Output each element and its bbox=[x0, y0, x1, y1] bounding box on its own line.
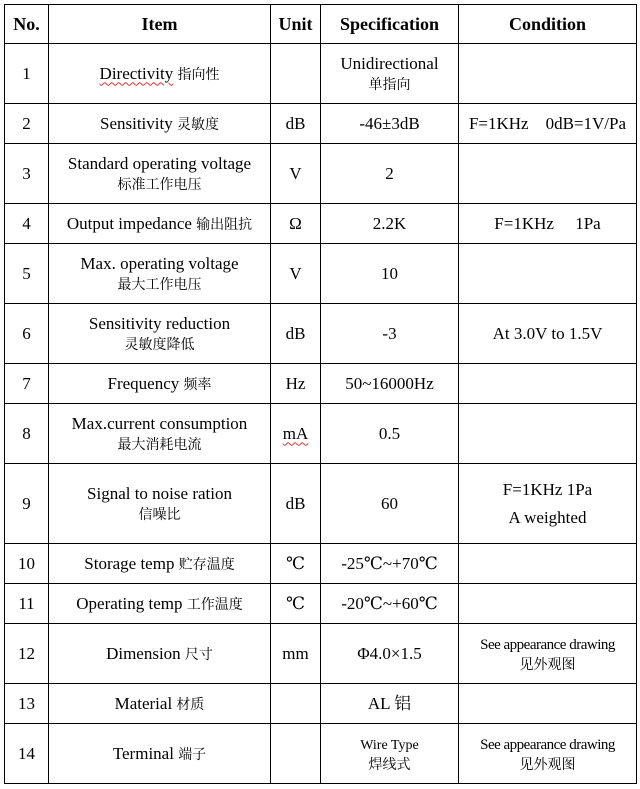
item-chinese: 频率 bbox=[183, 376, 212, 393]
header-row bbox=[5, 5, 637, 44]
item-chinese: 尺寸 bbox=[184, 646, 213, 663]
header-specification: Specification bbox=[321, 5, 459, 44]
spec-cell: -46±3dB bbox=[321, 104, 459, 144]
condition-cell: At 3.0V to 1.5V bbox=[459, 304, 637, 364]
condition-line-2: A weighted bbox=[508, 507, 587, 527]
table-row bbox=[5, 44, 637, 104]
item-english: Operating temp bbox=[76, 593, 183, 613]
condition-line-2: 见外观图 bbox=[519, 757, 576, 774]
item-chinese: 输出阻抗 bbox=[196, 216, 253, 233]
spec-chinese: 焊线式 bbox=[368, 757, 411, 773]
spec-cell: 2.2K bbox=[321, 204, 459, 244]
spec-english: Unidirectional bbox=[340, 54, 439, 74]
spec-chinese: 单指向 bbox=[368, 76, 411, 93]
item-chinese: 标准工作电压 bbox=[117, 176, 202, 193]
table-row bbox=[5, 584, 637, 624]
row-number: 12 bbox=[5, 624, 49, 684]
item-cell bbox=[49, 544, 271, 584]
table-row bbox=[5, 104, 637, 144]
item-english: Output impedance bbox=[66, 213, 192, 233]
row-number: 3 bbox=[5, 144, 49, 204]
unit-cell: Hz bbox=[271, 364, 321, 404]
unit-cell: Ω bbox=[271, 204, 321, 244]
unit-cell: dB bbox=[271, 304, 321, 364]
spec-cell: -20℃~+60℃ bbox=[321, 584, 459, 624]
row-number: 4 bbox=[5, 204, 49, 244]
row-number: 6 bbox=[5, 304, 49, 364]
condition-cell bbox=[459, 544, 637, 584]
table-row bbox=[5, 544, 637, 584]
unit-cell: dB bbox=[271, 104, 321, 144]
item-chinese: 材质 bbox=[176, 696, 205, 713]
item-chinese: 信噪比 bbox=[138, 506, 181, 523]
item-english: Max. operating voltage bbox=[80, 254, 239, 274]
item-cell bbox=[49, 244, 271, 304]
unit-cell: ℃ bbox=[271, 584, 321, 624]
table-row bbox=[5, 204, 637, 244]
condition-line-2: 见外观图 bbox=[519, 657, 576, 674]
unit-cell: ℃ bbox=[271, 544, 321, 584]
item-english: Directivity bbox=[99, 63, 174, 83]
condition-cell bbox=[459, 364, 637, 404]
item-cell bbox=[49, 144, 271, 204]
item-cell bbox=[49, 364, 271, 404]
item-chinese: 端子 bbox=[178, 746, 207, 763]
item-english: Dimension bbox=[106, 643, 181, 663]
spec-cell: 10 bbox=[321, 244, 459, 304]
spec-cell: 2 bbox=[321, 144, 459, 204]
table-row bbox=[5, 364, 637, 404]
unit-cell: dB bbox=[271, 464, 321, 544]
spec-cell: -3 bbox=[321, 304, 459, 364]
item-english: Standard operating voltage bbox=[67, 154, 252, 174]
condition-line-1: F=1KHz 1Pa bbox=[502, 479, 593, 499]
row-number: 14 bbox=[5, 724, 49, 784]
condition-cell bbox=[459, 464, 637, 544]
unit-text: mA bbox=[282, 423, 309, 443]
row-number: 11 bbox=[5, 584, 49, 624]
item-cell bbox=[49, 684, 271, 724]
table-row bbox=[5, 404, 637, 464]
header-condition: Condition bbox=[459, 5, 637, 44]
item-cell bbox=[49, 44, 271, 104]
item-english: Terminal bbox=[112, 743, 174, 763]
item-cell bbox=[49, 624, 271, 684]
table-row bbox=[5, 304, 637, 364]
unit-cell bbox=[271, 44, 321, 104]
row-number: 1 bbox=[5, 44, 49, 104]
table-row bbox=[5, 724, 637, 784]
spec-cell: 60 bbox=[321, 464, 459, 544]
row-number: 5 bbox=[5, 244, 49, 304]
item-chinese: 指向性 bbox=[177, 66, 220, 83]
spec-cell: 0.5 bbox=[321, 404, 459, 464]
spec-cell: AL 铝 bbox=[321, 684, 459, 724]
spec-cell bbox=[321, 44, 459, 104]
condition-cell bbox=[459, 404, 637, 464]
row-number: 2 bbox=[5, 104, 49, 144]
header-unit: Unit bbox=[271, 5, 321, 44]
condition-cell bbox=[459, 624, 637, 684]
unit-cell bbox=[271, 404, 321, 464]
item-chinese: 最大消耗电流 bbox=[117, 436, 202, 453]
unit-cell: mm bbox=[271, 624, 321, 684]
condition-cell: F=1KHz 1Pa bbox=[459, 204, 637, 244]
unit-cell: V bbox=[271, 144, 321, 204]
spec-cell: Φ4.0×1.5 bbox=[321, 624, 459, 684]
item-cell bbox=[49, 304, 271, 364]
item-chinese: 工作温度 bbox=[186, 596, 243, 613]
item-chinese: 灵敏度 bbox=[176, 116, 219, 133]
item-english: Material bbox=[114, 693, 173, 713]
table-row bbox=[5, 624, 637, 684]
table-row bbox=[5, 144, 637, 204]
item-english: Sensitivity reduction bbox=[88, 314, 231, 334]
row-number: 10 bbox=[5, 544, 49, 584]
spec-cell: 50~16000Hz bbox=[321, 364, 459, 404]
item-cell bbox=[49, 584, 271, 624]
item-cell bbox=[49, 204, 271, 244]
spec-cell bbox=[321, 724, 459, 784]
condition-cell bbox=[459, 684, 637, 724]
item-english: Sensitivity bbox=[100, 113, 173, 133]
item-cell bbox=[49, 104, 271, 144]
row-number: 8 bbox=[5, 404, 49, 464]
condition-line-1: See appearance drawing bbox=[480, 636, 615, 653]
item-chinese: 贮存温度 bbox=[178, 556, 235, 573]
condition-cell bbox=[459, 584, 637, 624]
condition-cell bbox=[459, 724, 637, 784]
item-english: Storage temp bbox=[84, 553, 175, 573]
condition-cell bbox=[459, 44, 637, 104]
condition-line-1: See appearance drawing bbox=[480, 736, 615, 753]
item-english: Frequency bbox=[107, 373, 180, 393]
condition-cell bbox=[459, 144, 637, 204]
header-item: Item bbox=[49, 5, 271, 44]
header-no: No. bbox=[5, 5, 49, 44]
row-number: 13 bbox=[5, 684, 49, 724]
condition-cell bbox=[459, 244, 637, 304]
item-english: Signal to noise ration bbox=[87, 484, 232, 504]
unit-cell bbox=[271, 684, 321, 724]
unit-cell bbox=[271, 724, 321, 784]
specification-table bbox=[4, 4, 637, 784]
row-number: 9 bbox=[5, 464, 49, 544]
spec-english: Wire Type bbox=[360, 737, 419, 753]
item-cell bbox=[49, 724, 271, 784]
table-row bbox=[5, 684, 637, 724]
item-cell bbox=[49, 464, 271, 544]
item-chinese: 最大工作电压 bbox=[117, 276, 202, 293]
row-number: 7 bbox=[5, 364, 49, 404]
table-row bbox=[5, 244, 637, 304]
item-chinese: 灵敏度降低 bbox=[124, 336, 195, 353]
condition-cell: F=1KHz 0dB=1V/Pa bbox=[459, 104, 637, 144]
item-cell bbox=[49, 404, 271, 464]
unit-cell: V bbox=[271, 244, 321, 304]
item-english: Max.current consumption bbox=[71, 414, 248, 434]
spec-cell: -25℃~+70℃ bbox=[321, 544, 459, 584]
table-row bbox=[5, 464, 637, 544]
